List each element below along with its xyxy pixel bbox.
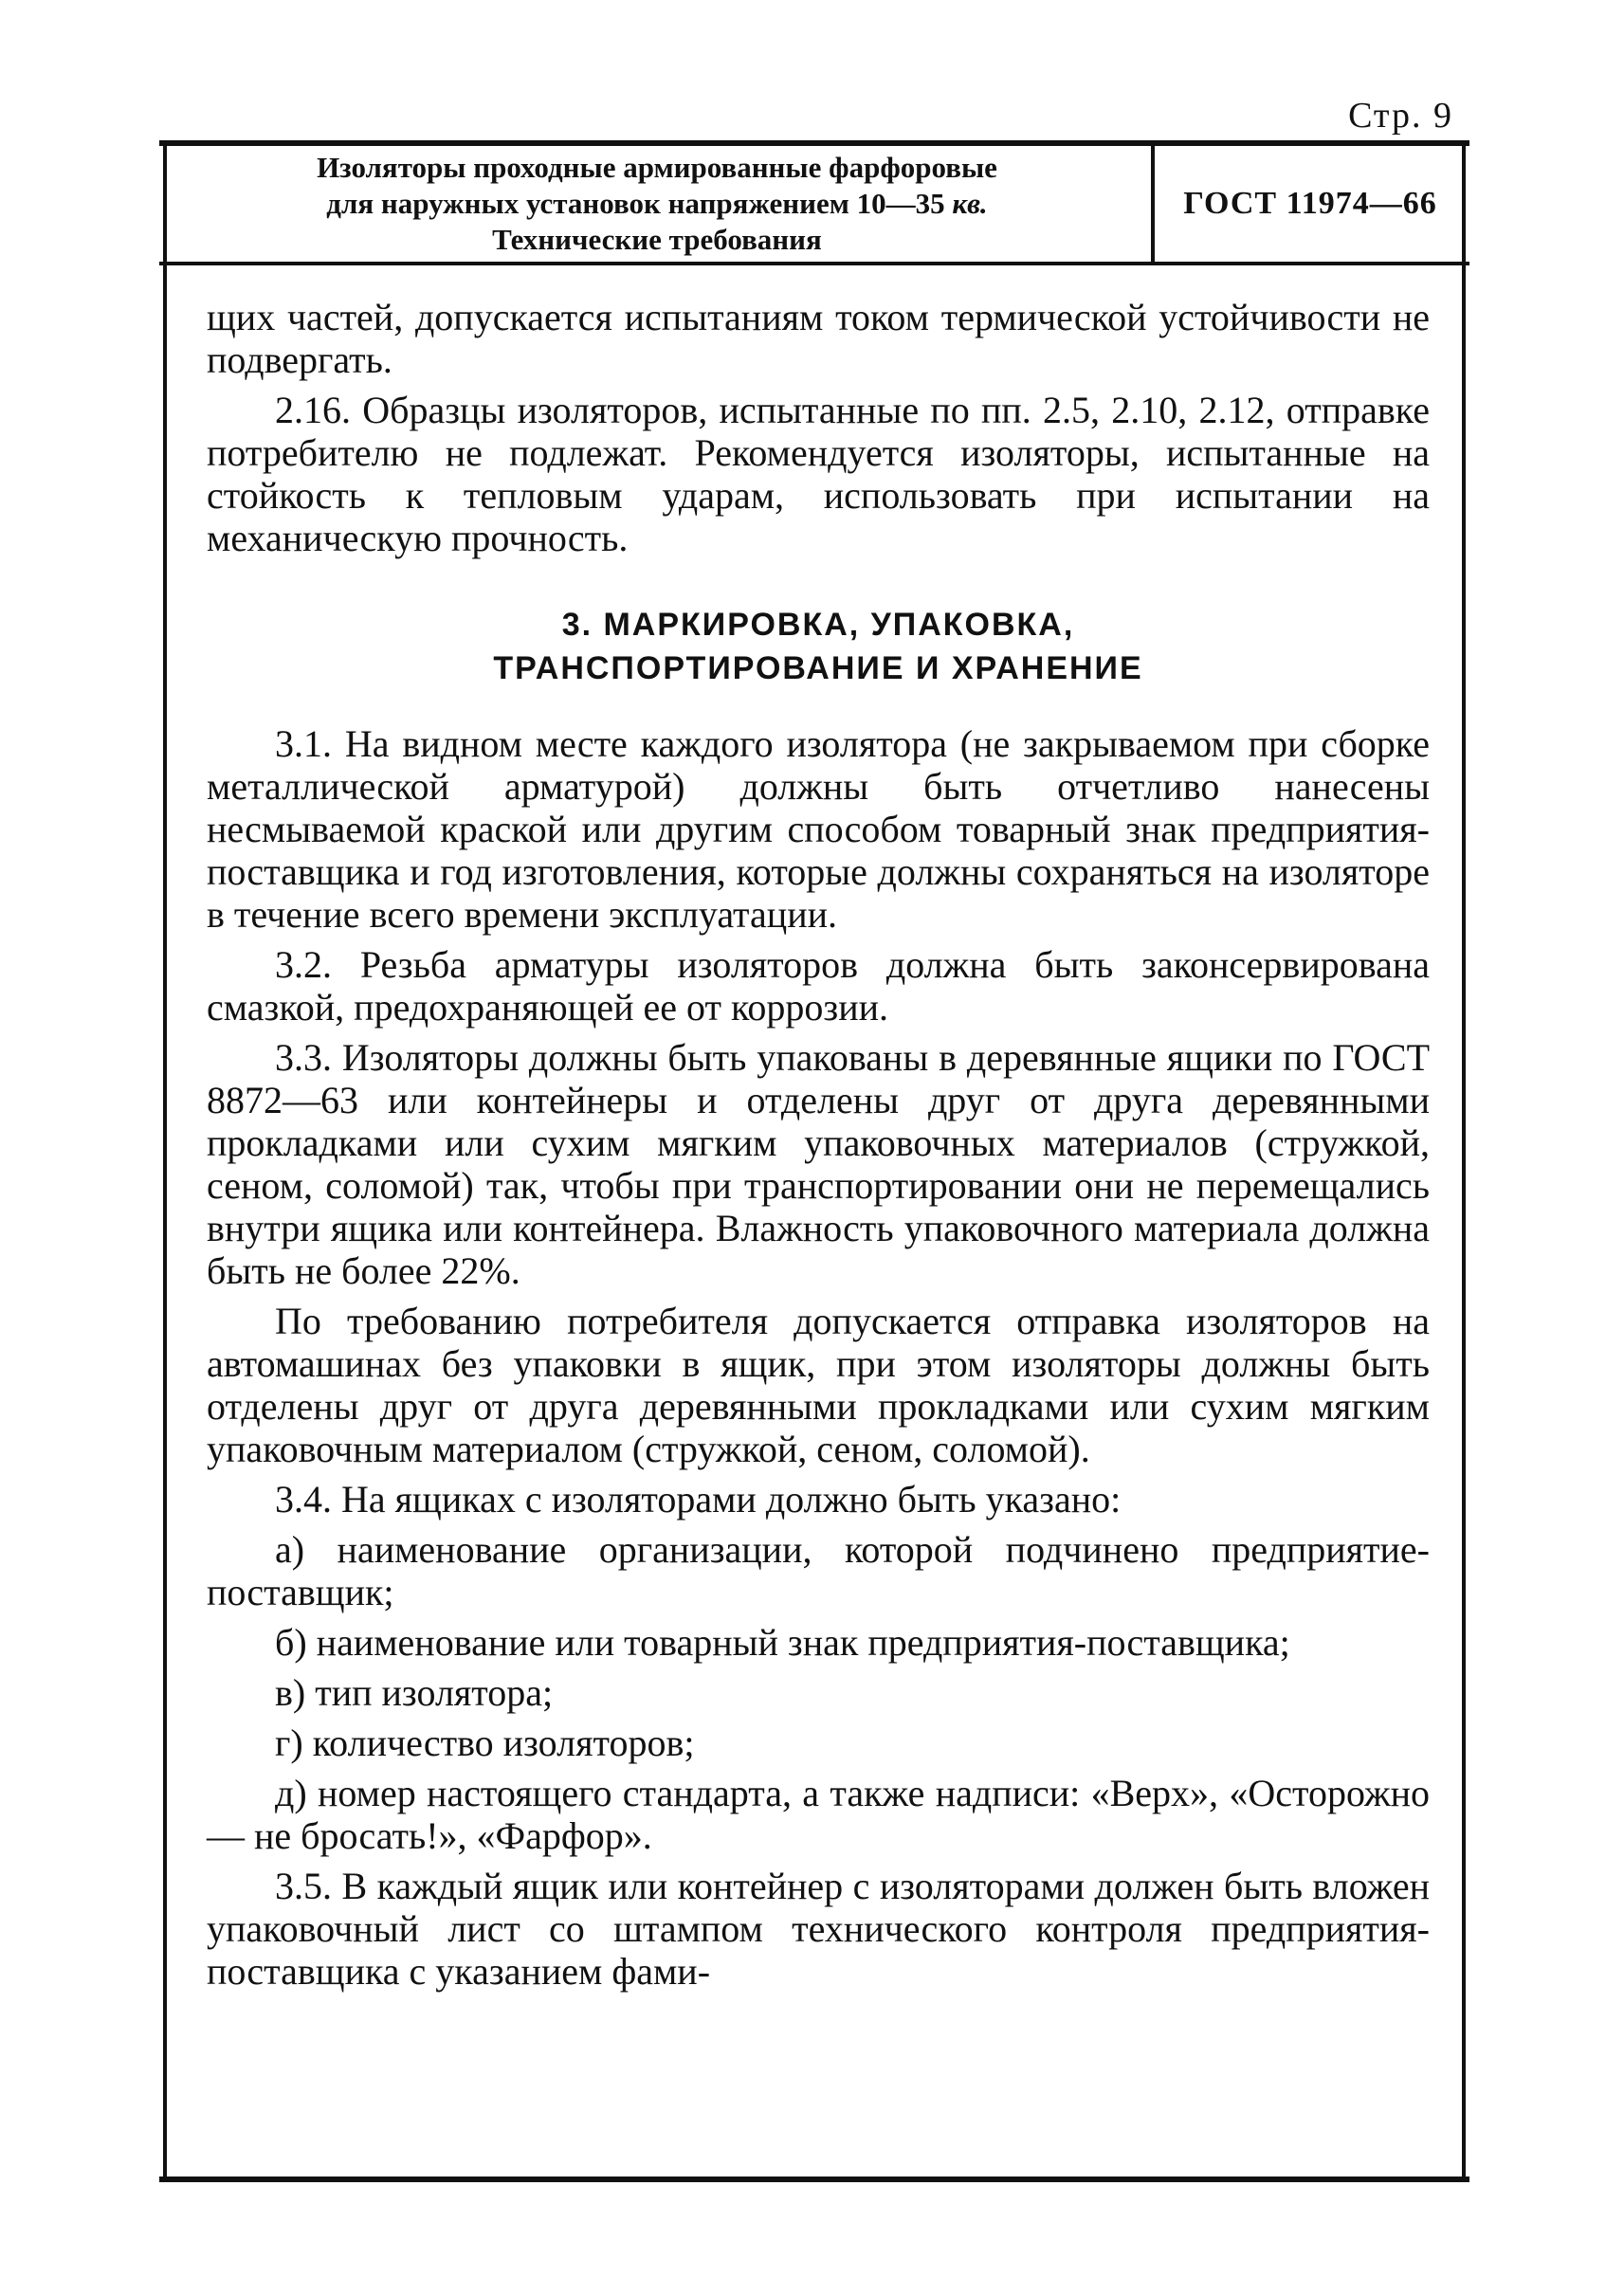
paragraph-3-4: 3.4. На ящиках с изоляторами должно быть указано: — [275, 1478, 1122, 1521]
list-item-v: в) тип изолятора; — [275, 1671, 554, 1714]
frame-bottom-rule — [159, 2177, 1469, 2182]
paragraph-3-1: 3.1. На видном месте каждого изолятора (не закрываемом при сборке металлической арматурой) должны быть отчетливо нанесены несмываемой краской или другим способом товарный знак предприятия-поставщика и год изготовления, которые должны сохраняться на изоляторе в течение всего времени эксплуатации. — [207, 722, 1430, 936]
header-title-line-2-text: для наружных установок напряжением 10—35 — [326, 187, 945, 220]
standard-code: ГОСТ 11974—66 — [1183, 186, 1437, 221]
header-title-block — [163, 146, 1155, 262]
paragraph-3-2: 3.2. Резьба арматуры изоляторов должна быть законсервирована смазкой, предохраняющей ее от коррозии. — [207, 943, 1430, 1029]
header-title-line-3: Технические требования — [492, 223, 822, 256]
list-item-b: б) наименование или товарный знак предприятия-поставщика; — [275, 1621, 1290, 1664]
document-header — [163, 146, 1466, 262]
page-number: Стр. 9 — [1348, 96, 1453, 136]
section-3-heading-line-2: ТРАНСПОРТИРОВАНИЕ И ХРАНЕНИЕ — [493, 650, 1143, 686]
header-title-unit: кв. — [952, 187, 988, 220]
list-item-a: а) наименование организации, которой подчинено предприятие-поставщик; — [207, 1528, 1430, 1613]
paragraph-3-3-continued: По требованию потребителя допускается отправка изоляторов на автомашинах без упаковки в ящик, при этом изоляторы должны быть отделены друг от друга деревянными прокладками или сухим мягким упаковочным материалом (стружкой, сеном, соломой). — [207, 1300, 1430, 1470]
page-content — [207, 296, 1430, 2000]
section-3-heading-line-1: 3. МАРКИРОВКА, УПАКОВКА, — [561, 607, 1075, 643]
section-3-heading — [207, 603, 1430, 690]
header-title-line-2 — [163, 186, 1151, 222]
header-title-line-1: Изоляторы проходные армированные фарфоровые — [317, 151, 997, 184]
header-bottom-rule — [159, 262, 1469, 265]
list-item-g: г) количество изоляторов; — [275, 1721, 695, 1764]
paragraph-3-5: 3.5. В каждый ящик или контейнер с изоляторами должен быть вложен упаковочный лист со штампом технического контроля предприятия-поставщика с указанием фами- — [207, 1865, 1430, 1993]
paragraph-continuation: щих частей, допускается испытаниям током термической устойчивости не подвергать. — [207, 296, 1430, 381]
paragraph-2-16: 2.16. Образцы изоляторов, испытанные по пп. 2.5, 2.10, 2.12, отправке потребителю не подлежат. Рекомендуется изоляторы, испытанные на стойкость к тепловым ударам, использовать при испытании на механическую прочность. — [207, 389, 1430, 559]
list-item-d: д) номер настоящего стандарта, а также надписи: «Верх», «Осторожно — не бросать!», «Фарфор». — [207, 1772, 1430, 1857]
paragraph-3-3: 3.3. Изоляторы должны быть упакованы в деревянные ящики по ГОСТ 8872—63 или контейнеры и отделены друг от друга деревянными прокладками или сухим мягким упаковочных материалов (стружкой, сеном, соломой) так, чтобы при транспортировании они не перемещались внутри ящика или контейнера. Влажность упаковочного материала должна быть не более 22%. — [207, 1036, 1430, 1292]
